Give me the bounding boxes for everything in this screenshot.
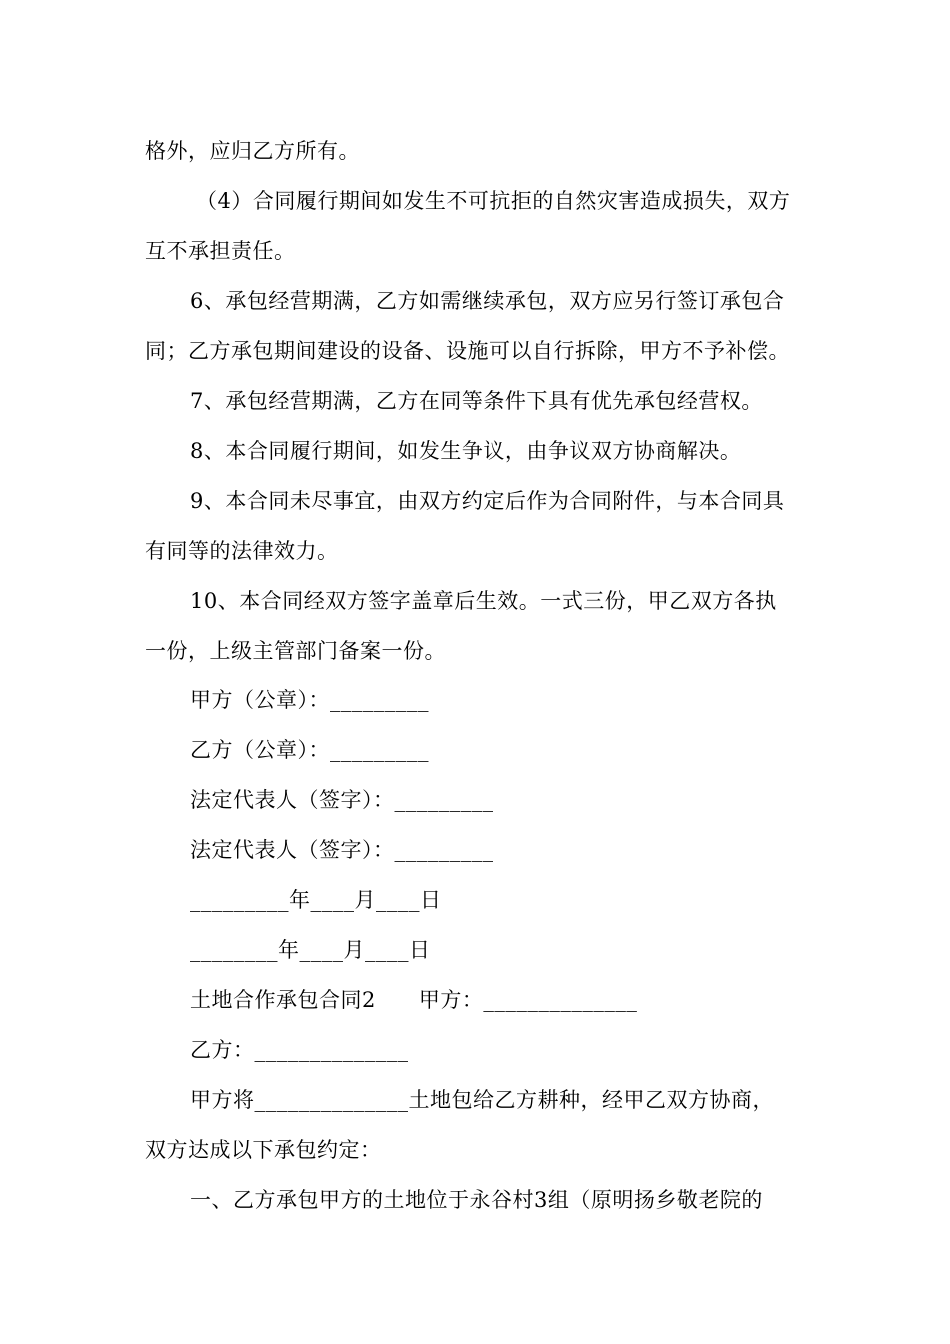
paragraph-line: 6、承包经营期满，乙方如需继续承包，双方应另行签订承包合 xyxy=(190,289,785,313)
paragraph-line: 一份，上级主管部门备案一份。 xyxy=(145,639,446,663)
paragraph-line: 甲方将______________土地包给乙方耕种，经甲乙双方协商， xyxy=(190,1088,774,1112)
signature-line-party-a: 甲方（公章）：_________ xyxy=(190,688,429,712)
paragraph-line: 双方达成以下承包约定： xyxy=(145,1138,382,1162)
paragraph-line: 10、本合同经双方签字盖章后生效。一式三份，甲乙双方各执 xyxy=(190,589,777,613)
date-line: _________年____月____日 xyxy=(190,888,442,912)
paragraph-line: 互不承担责任。 xyxy=(145,239,296,263)
contract-title-line: 土地合作承包合同2 甲方：______________ xyxy=(190,988,638,1012)
date-line: ________年____月____日 xyxy=(190,938,431,962)
paragraph-line: 有同等的法律效力。 xyxy=(145,539,339,563)
paragraph-line: （4）合同履行期间如发生不可抗拒的自然灾害造成损失，双方 xyxy=(196,189,791,213)
paragraph-line: 格外，应归乙方所有。 xyxy=(145,139,360,163)
signature-line-representative: 法定代表人（签字）：_________ xyxy=(190,838,494,862)
signature-line-party-b: 乙方（公章）：_________ xyxy=(190,738,429,762)
party-b-line: 乙方：______________ xyxy=(190,1038,409,1062)
paragraph-line: 同；乙方承包期间建设的设备、设施可以自行拆除，甲方不予补偿。 xyxy=(145,339,790,363)
paragraph-line: 7、承包经营期满，乙方在同等条件下具有优先承包经营权。 xyxy=(190,389,763,413)
signature-line-representative: 法定代表人（签字）：_________ xyxy=(190,788,494,812)
paragraph-line: 8、本合同履行期间，如发生争议，由争议双方协商解决。 xyxy=(190,439,742,463)
paragraph-line: 9、本合同未尽事宜，由双方约定后作为合同附件，与本合同具 xyxy=(190,489,785,513)
paragraph-line: 一、乙方承包甲方的土地位于永谷村3组（原明扬乡敬老院的 xyxy=(190,1188,763,1212)
